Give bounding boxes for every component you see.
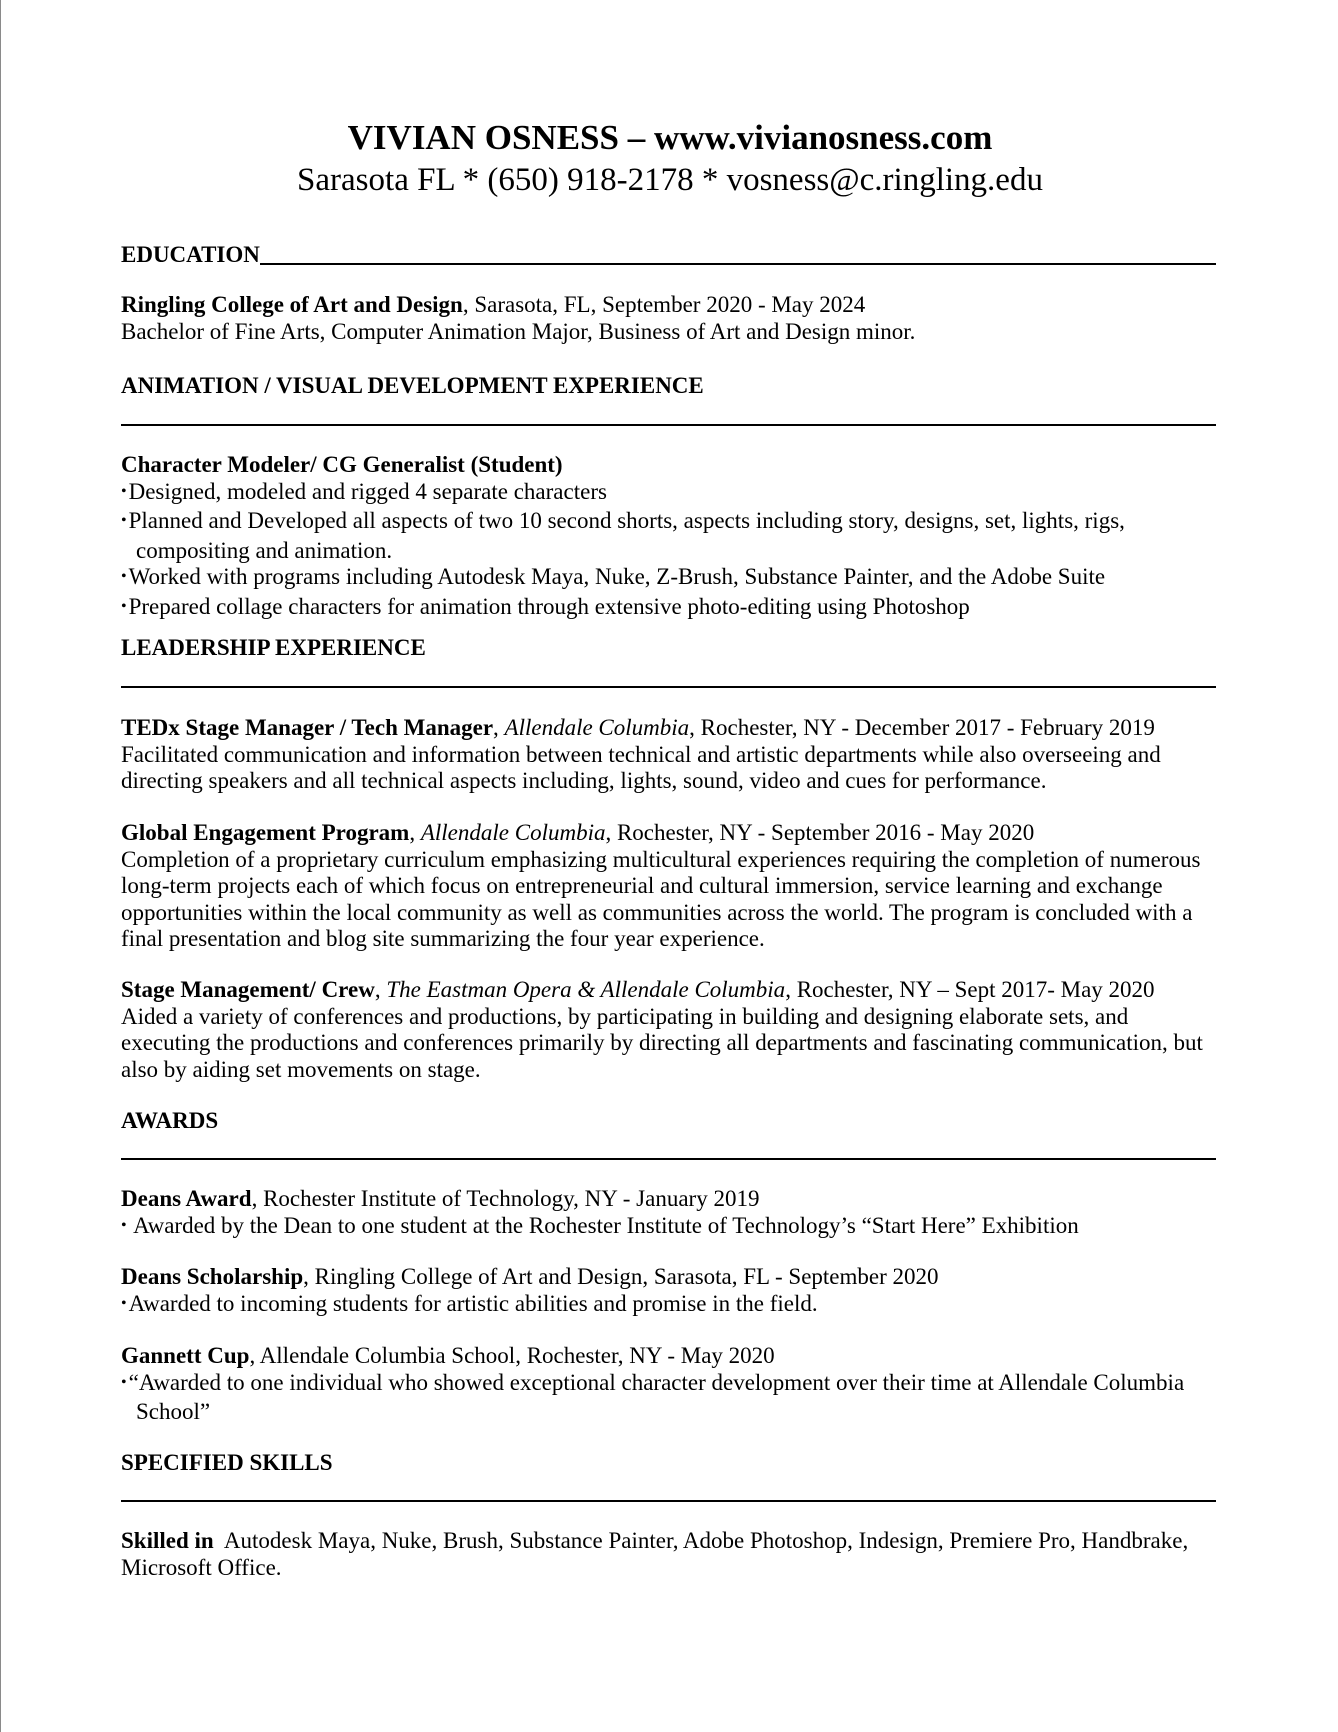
awards-title: AWARDS	[121, 1108, 219, 1133]
award-details: , Allendale Columbia School, Rochester, NY - May 2020	[249, 1343, 775, 1368]
award-entry	[121, 1186, 1216, 1242]
award-details: , Ringling College of Art and Design, Sarasota, FL - September 2020	[303, 1264, 939, 1289]
skills-rule	[121, 1500, 1216, 1502]
skills-section	[121, 1528, 1216, 1581]
education-school-line	[121, 292, 1216, 319]
education-rule	[260, 263, 1216, 265]
website-link[interactable]: www.vivianosness.com	[653, 118, 993, 157]
animation-role: Character Modeler/ CG Generalist (Student)	[121, 452, 563, 477]
education-heading	[121, 242, 1216, 268]
bullet-icon: •	[121, 1294, 127, 1312]
award-name: Gannett Cup	[121, 1343, 250, 1368]
bullet-icon: •	[121, 1216, 127, 1234]
award-bullet: • Awarded by the Dean to one student at the Rochester Institute of Technology’s “Start Here” Exhibition	[121, 1212, 1079, 1238]
bullet-icon: •	[121, 568, 127, 585]
animation-bullet: •Worked with programs including Autodesk Maya, Nuke, Z-Brush, Substance Painter, and the Adobe Suite	[121, 564, 1106, 589]
animation-bullet: •Prepared collage characters for animation through extensive photo-editing using Photoshop	[121, 593, 970, 619]
entry-role: Stage Management/ Crew	[121, 977, 375, 1002]
leadership-entry: TEDx Stage Manager / Tech Manager, Allendale Columbia, Rochester, NY - December 2017 - February 2019 Facilitated communication and information between technical and artistic departments while also overseeing and directing speakers and all technical aspects including, lights, sound, video and cues for performance.	[121, 715, 1216, 795]
education-degree: Bachelor of Fine Arts, Computer Animation Major, Business of Art and Design minor.	[121, 318, 916, 344]
entry-details: , Rochester, NY - December 2017 - February 2019	[689, 715, 1155, 740]
leadership-entry: Global Engagement Program, Allendale Columbia, Rochester, NY - September 2016 - May 2020 Completion of a proprietary curriculum emphasizing multicultural experiences requiring the completion of numerous long-term projects each of which focus on entrepreneurial and cultural immersion, service learning and exchange opportunities within the local community as well as communities across the world. The program is concluded with a final presentation and blog site summarizing the four year experience.	[121, 820, 1216, 953]
entry-description: Facilitated communication and information between technical and artistic departments while also overseeing and directing speakers and all technical aspects including, lights, sound, video and cues for performance.	[121, 741, 1161, 793]
award-bullet: •Awarded to incoming students for artistic abilities and promise in the field.	[121, 1290, 818, 1316]
award-details: , Rochester Institute of Technology, NY - January 2019	[251, 1186, 760, 1211]
animation-title: ANIMATION / VISUAL DEVELOPMENT EXPERIENCE	[121, 373, 704, 398]
bullet-icon: •	[121, 1373, 127, 1391]
leadership-entry: Stage Management/ Crew, The Eastman Opera & Allendale Columbia, Rochester, NY – Sept 2017- May 2020 Aided a variety of conferences and productions, by participating in building and designing elaborate sets, and executing the productions and conferences primarily by directing all departments and fascinating communication, but also by aiding set movements on stage.	[121, 977, 1216, 1083]
entry-role: Global Engagement Program	[121, 820, 410, 845]
award-bullet: •“Awarded to one individual who showed exceptional character development over their time at Allendale Columbia School”	[121, 1369, 1185, 1424]
skills-title: SPECIFIED SKILLS	[121, 1450, 333, 1475]
award-name: Deans Award	[121, 1186, 252, 1211]
award-name: Deans Scholarship	[121, 1264, 304, 1289]
animation-bullet: •Planned and Developed all aspects of two 10 second shorts, aspects including story, designs, set, lights, rigs, compositing and animation.	[121, 508, 1125, 563]
bullet-icon: •	[121, 482, 127, 500]
animation-rule	[121, 424, 1216, 426]
animation-section	[121, 452, 1216, 623]
awards-rule	[121, 1158, 1216, 1160]
skills-list: Autodesk Maya, Nuke, Brush, Substance Painter, Adobe Photoshop, Indesign, Premiere Pro, Handbrake, Microsoft Office.	[121, 1528, 1194, 1580]
contact-line: Sarasota FL * (650) 918-2178 * vosness@c.ringling.edu	[297, 162, 1043, 198]
entry-details: , Rochester, NY – Sept 2017- May 2020	[785, 977, 1155, 1002]
name-line	[1, 118, 1338, 158]
entry-org: Allendale Columbia	[504, 715, 690, 740]
entry-org: Allendale Columbia	[420, 820, 606, 845]
skills-label: Skilled in	[121, 1528, 214, 1553]
award-entry	[121, 1343, 1216, 1426]
bullet-icon: •	[121, 597, 127, 615]
animation-bullet: •Designed, modeled and rigged 4 separate characters	[121, 478, 607, 504]
leadership-title: LEADERSHIP EXPERIENCE	[121, 635, 426, 660]
school-details: , Sarasota, FL, September 2020 - May 2024	[462, 292, 866, 317]
entry-description: Completion of a proprietary curriculum emphasizing multicultural experiences requiring the completion of numerous long-term projects each of which focus on entrepreneurial and cultural immersion, service learning and exchange opportunities within the local community as well as communities across the world. The program is concluded with a final presentation and blog site summarizing the four year experience.	[121, 846, 1201, 951]
school-name: Ringling College of Art and Design	[121, 292, 463, 317]
entry-org: The Eastman Opera & Allendale Columbia	[386, 977, 786, 1002]
entry-role: TEDx Stage Manager / Tech Manager	[121, 715, 494, 740]
entry-description: Aided a variety of conferences and productions, by participating in building and designing elaborate sets, and executing the productions and conferences primarily by directing all departments and fascinating communication, but also by aiding set movements on stage.	[121, 1003, 1203, 1082]
award-entry	[121, 1264, 1216, 1320]
bullet-icon: •	[121, 512, 127, 529]
entry-details: , Rochester, NY - September 2016 - May 2020	[605, 820, 1035, 845]
education-title: EDUCATION	[121, 242, 260, 267]
leadership-rule	[121, 686, 1216, 688]
candidate-name: VIVIAN OSNESS	[347, 118, 619, 157]
name-separator: –	[618, 118, 654, 157]
education-section	[121, 292, 1216, 345]
